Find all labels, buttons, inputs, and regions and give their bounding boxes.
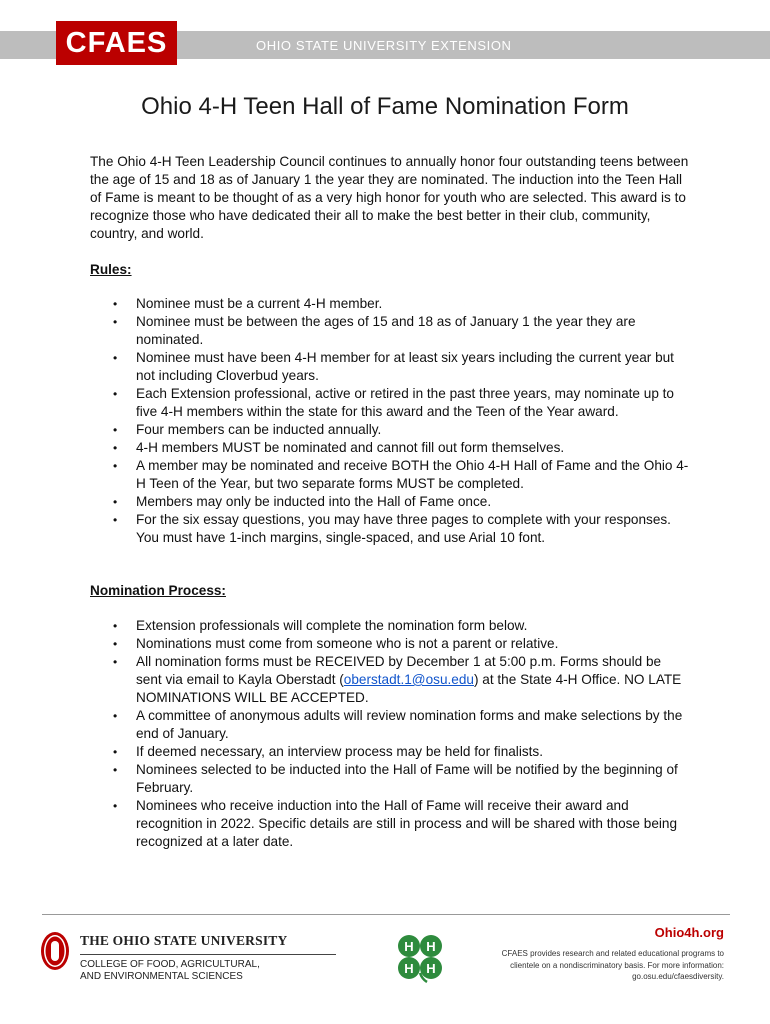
- bullet-icon: •: [113, 655, 118, 669]
- nomination-process-list: [90, 617, 690, 851]
- deadline-text-end: ) at the State 4-H Office. NO LATE NOMINATIONS WILL BE ACCEPTED.: [136, 672, 682, 705]
- college-name: [80, 959, 260, 982]
- header-band-text: OHIO STATE UNIVERSITY EXTENSION: [256, 38, 512, 53]
- list-item-text: If deemed necessary, an interview process may be held for finalists.: [136, 744, 543, 759]
- college-line-1: COLLEGE OF FOOD, AGRICULTURAL,: [80, 959, 260, 970]
- intro-paragraph: The Ohio 4-H Teen Leadership Council continues to annually honor four outstanding teens between the age of 15 and 18 as of January 1 the year they are nominated. The induction into the Teen Hall of Fame is meant to be thought of as a very high honor for youth who are selected. This award is to recognize those who have dedicated their all to make the best better in their club, community, country, and world.: [90, 154, 689, 241]
- list-item: [90, 511, 690, 547]
- ohio4h-site-link[interactable]: Ohio4h.org: [654, 925, 724, 940]
- college-line-2: AND ENVIRONMENTAL SCIENCES: [80, 970, 243, 982]
- bullet-icon: •: [113, 459, 118, 473]
- rules-list: [90, 295, 690, 547]
- list-item-text: A member may be nominated and receive BOTH the Ohio 4-H Hall of Fame and the Ohio 4-H Teen of the Year, but two separate forms MUST be completed.: [136, 458, 689, 491]
- list-item-text: Each Extension professional, active or retired in the past three years, may nominate up to five 4-H members within the state for this award and the Teen of the Year award.: [136, 386, 674, 419]
- list-item: [90, 653, 690, 707]
- list-item-text: Nominee must be a current 4-H member.: [136, 296, 383, 311]
- bullet-icon: •: [113, 297, 118, 311]
- list-item: [90, 313, 690, 349]
- nondiscrimination-statement: CFAES provides research and related educational programs to clientele on a nondiscriminatory basis. For more information: go.osu.edu/cfaesdiversity.: [501, 949, 724, 981]
- svg-text:H: H: [426, 939, 436, 954]
- list-item-text: Nominee must be between the ages of 15 and 18 as of January 1 the year they are nominated.: [136, 314, 636, 347]
- list-item-text: Nominee must have been 4-H member for at least six years including the current year but not including Cloverbud years.: [136, 350, 674, 383]
- bullet-icon: •: [113, 351, 118, 365]
- block-o-icon: [40, 931, 70, 971]
- list-item-text: For the six essay questions, you may have three pages to complete with your responses. You must have 1-inch margins, single-spaced, and use Arial 10 font.: [136, 512, 671, 545]
- list-item-text: Members may only be inducted into the Hall of Fame once.: [136, 494, 492, 509]
- bullet-icon: •: [113, 637, 118, 651]
- list-item-text: A committee of anonymous adults will review nomination forms and make selections by the end of January.: [136, 708, 683, 741]
- bullet-icon: •: [113, 423, 118, 437]
- bullet-icon: •: [113, 763, 118, 777]
- page-title: Ohio 4-H Teen Hall of Fame Nomination Form: [141, 93, 629, 120]
- bullet-icon: •: [113, 799, 118, 813]
- list-item: [90, 743, 690, 761]
- svg-text:H: H: [404, 961, 414, 976]
- university-underline: [80, 954, 336, 955]
- list-item: [90, 421, 690, 439]
- list-item-text: Nominations must come from someone who is not a parent or relative.: [136, 636, 559, 651]
- footer-divider: [42, 914, 730, 915]
- osu-logo-block: [40, 930, 310, 986]
- rules-heading: Rules:: [90, 262, 132, 277]
- bullet-icon: •: [113, 513, 118, 527]
- list-item: [90, 385, 690, 421]
- svg-text:H: H: [404, 939, 414, 954]
- list-item: [90, 707, 690, 743]
- university-name: THE OHIO STATE UNIVERSITY: [80, 933, 288, 948]
- 4h-clover-icon: [396, 933, 444, 983]
- list-item: [90, 761, 690, 797]
- nomination-process-heading: Nomination Process:: [90, 583, 226, 598]
- list-item-text: Nominees who receive induction into the Hall of Fame will receive their award and recognition in 2022. Specific details are still in process and will be shared with those being recognized at a later date.: [136, 798, 678, 849]
- email-link[interactable]: oberstadt.1@osu.edu: [343, 672, 474, 687]
- bullet-icon: •: [113, 315, 118, 329]
- list-item-text: Nominees selected to be inducted into the Hall of Fame will be notified by the beginning of February.: [136, 762, 678, 795]
- bullet-icon: •: [113, 387, 118, 401]
- bullet-icon: •: [113, 495, 118, 509]
- list-item-text: 4-H members MUST be nominated and cannot fill out form themselves.: [136, 440, 565, 455]
- list-item: [90, 635, 690, 653]
- bullet-icon: •: [113, 709, 118, 723]
- list-item-text: Extension professionals will complete the nomination form below.: [136, 618, 528, 633]
- list-item: [90, 493, 690, 511]
- list-item-text: Four members can be inducted annually.: [136, 422, 382, 437]
- list-item: [90, 617, 690, 635]
- bullet-icon: •: [113, 619, 118, 633]
- bullet-icon: •: [113, 441, 118, 455]
- list-item: [90, 295, 690, 313]
- svg-text:H: H: [426, 961, 436, 976]
- list-item: [90, 797, 690, 851]
- list-item: [90, 439, 690, 457]
- list-item: [90, 457, 690, 493]
- list-item: [90, 349, 690, 385]
- bullet-icon: •: [113, 745, 118, 759]
- cfaes-logo: CFAES: [56, 21, 177, 65]
- deadline-text-start: All nomination forms must be RECEIVED by December 1 at 5:00 p.m. Forms should be sent via email to Kayla Oberstadt (: [136, 654, 662, 687]
